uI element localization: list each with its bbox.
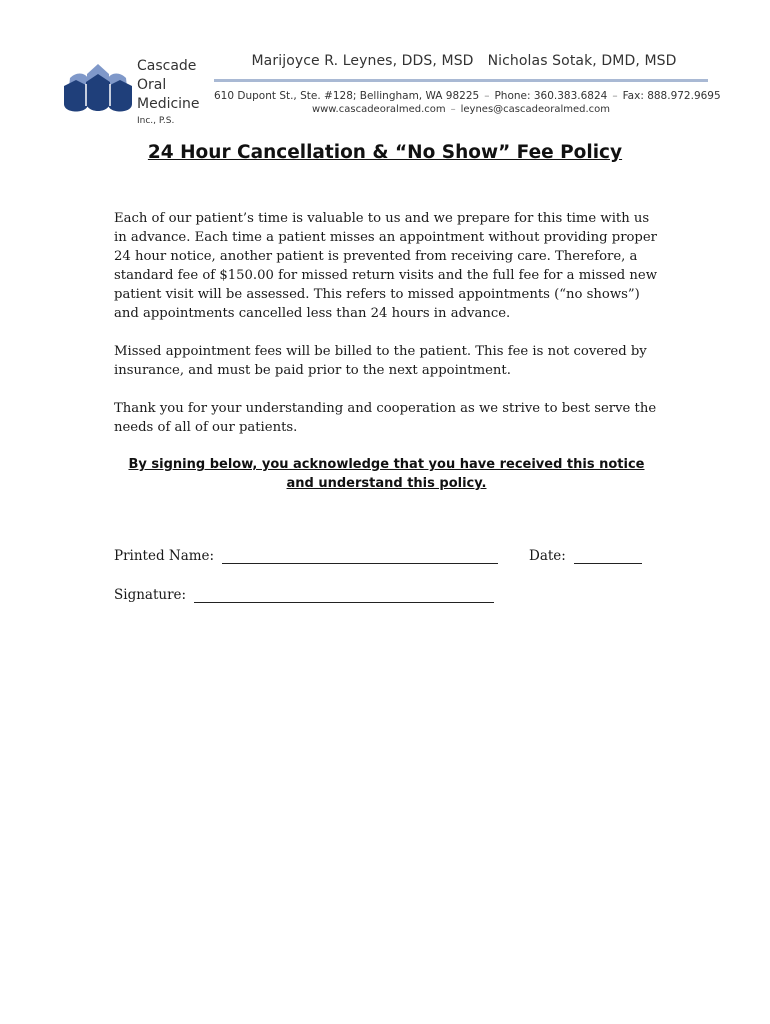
- lotus-logo-icon: [62, 62, 134, 120]
- printed-name-field: [114, 548, 498, 564]
- street-address: 610 Dupont St., Ste. #128; Bellingham, WA 98225: [214, 90, 480, 102]
- org-name-line-2: Oral: [137, 77, 167, 93]
- org-name-line-1: Cascade: [137, 58, 197, 74]
- signature-line[interactable]: [194, 588, 494, 603]
- date-label: Date:: [529, 548, 566, 564]
- document-title: 24 Hour Cancellation & “No Show” Fee Policy: [147, 142, 623, 163]
- contact-line: [214, 104, 708, 115]
- paragraph-1: Each of our patient’s time is valuable to us and we prepare for this time with us in advance. Each time a patient misses an appointment without providing proper 24 hour notice, another patient is prevented from receiving care. Therefore, a standard fee of $150.00 for missed return visits and the full fee for a missed new patient visit will be assessed. This refers to missed appointments (“no shows”) and appointments cancelled less than 24 hours in advance.: [114, 211, 658, 321]
- date-line[interactable]: [574, 549, 642, 564]
- doctor-name-2: Nicholas Sotak, DMD, MSD: [487, 53, 677, 69]
- organization-name: [137, 57, 200, 127]
- separator: –: [450, 104, 456, 115]
- signature-field: [114, 587, 494, 603]
- date-field: [529, 548, 642, 564]
- doctor-name-1: Marijoyce R. Leynes, DDS, MSD: [251, 53, 474, 69]
- separator: –: [484, 90, 490, 102]
- org-suffix: Inc., P.S.: [137, 116, 175, 126]
- org-name-line-3: Medicine: [137, 96, 200, 112]
- paragraph-2: Missed appointment fees will be billed to the patient. This fee is not covered by insurance, and must be paid prior to the next appointment.: [114, 344, 647, 378]
- policy-body: [114, 209, 659, 456]
- separator: –: [612, 90, 618, 102]
- header-divider: [214, 79, 708, 82]
- website-link[interactable]: www.cascadeoralmed.com: [311, 104, 446, 115]
- email-link[interactable]: leynes@cascadeoralmed.com: [460, 104, 611, 115]
- phone-number: Phone: 360.383.6824: [494, 90, 608, 102]
- printed-name-line[interactable]: [222, 549, 498, 564]
- address-line: [214, 90, 721, 102]
- fax-number: Fax: 888.972.9695: [622, 90, 721, 102]
- printed-name-label: Printed Name:: [114, 548, 215, 564]
- acknowledgement-statement: By signing below, you acknowledge that you have received this notice and understand this policy.: [128, 457, 645, 491]
- signature-label: Signature:: [114, 587, 187, 603]
- paragraph-3: Thank you for your understanding and cooperation as we strive to best serve the needs of all of our patients.: [114, 401, 657, 435]
- doctor-names: [214, 53, 714, 69]
